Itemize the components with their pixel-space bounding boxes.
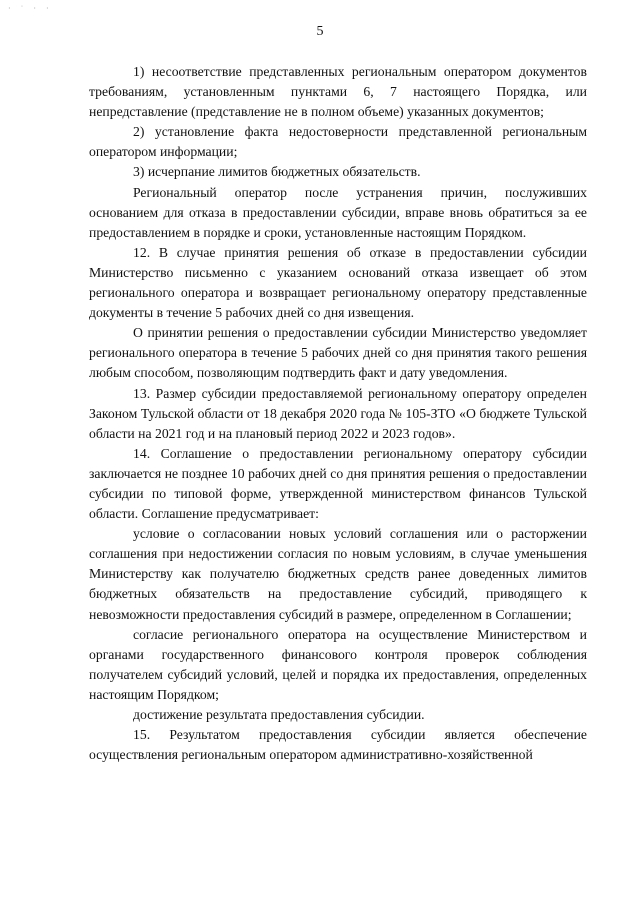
paragraph: 2) установление факта недостоверности представленной региональным оператором информации; — [89, 124, 587, 160]
scan-artifact-marks: · ˙ · · — [8, 4, 53, 13]
paragraph: достижение результата предоставления субсидии. — [133, 707, 425, 722]
paragraph: 3) исчерпание лимитов бюджетных обязательств. — [133, 164, 421, 180]
paragraph: согласие регионального оператора на осуществление Министерством и органами государственного финансового контроля проверок соблюдения получателем субсидий условий, целей и порядка их предоставления, определенных настоящим Порядком; — [89, 626, 587, 702]
paragraph: Региональный оператор после устранения причин, послуживших основанием для отказа в предоставлении субсидии, вправе вновь обратиться за ее предоставлением в порядке и сроки, установленные настоящим Порядком. — [89, 184, 587, 240]
paragraph: 1) несоответствие представленных региональным оператором документов требованиям, установленным пунктами 6, 7 настоящего Порядка, или непредставление (представление не в полном объеме) указанных документов; — [89, 64, 587, 120]
paragraph: условие о согласовании новых условий соглашения или о расторжении соглашения при недостижении согласия по новым условиям, в случае уменьшения Министерству как получателю бюджетных средств ранее доведенных лимитов бюджетных обязательств на предоставление субсидий, приводящего к невозможности предоставления субсидий в размере, определенном в Соглашении; — [89, 526, 587, 622]
paragraph: 15. Результатом предоставления субсидии является обеспечение осуществления региональным оператором административно-хозяйственной — [89, 727, 587, 763]
paragraph: 13. Размер субсидии предоставляемой региональному оператору определен Законом Тульской области от 18 декабря 2020 года № 105-ЗТО «О бюджете Тульской области на 2021 год и на плановый период 2022 и 2023 годов». — [89, 385, 587, 441]
document-body — [89, 62, 587, 765]
page-number: 5 — [316, 24, 324, 39]
paragraph: О принятии решения о предоставлении субсидии Министерство уведомляет регионального оператора в течение 5 рабочих дней со дня принятия такого решения любым способом, позволяющим подтвердить факт и дату уведомления. — [89, 325, 587, 381]
paragraph: 14. Соглашение о предоставлении региональному оператору субсидии заключается не позднее 10 рабочих дней со дня принятия решения о предоставлении субсидии по типовой форме, утвержденной министерством финансов Тульской области. Соглашение предусматривает: — [89, 445, 587, 522]
paragraph: 12. В случае принятия решения об отказе в предоставлении субсидии Министерство письменно с указанием оснований отказа извещает об этом регионального оператора и возвращает региональному оператору представленные документы в течение 5 рабочих дней со дня извещения. — [89, 244, 587, 321]
